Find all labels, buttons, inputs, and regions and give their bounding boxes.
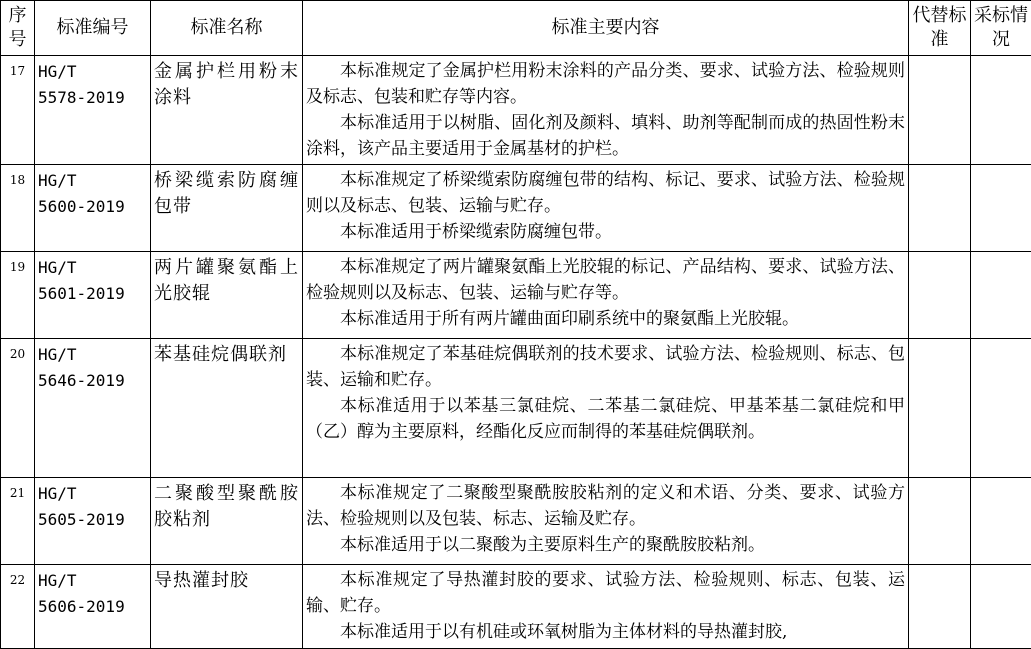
row-adopt: [971, 565, 1031, 649]
row-content: [303, 252, 909, 339]
row-seq: 19: [1, 252, 35, 339]
code-number: 5605-2019: [38, 507, 147, 533]
content-applicability: 本标准适用于以苯基三氯硅烷、二苯基二氯硅烷、甲基苯基二氯硅烷和甲（乙）醇为主要原料，经酯化反应而制得的苯基硅烷偶联剂。: [306, 393, 905, 445]
code-prefix: HG/T: [38, 255, 147, 281]
table-row: [1, 165, 1031, 252]
header-replace: 代替标准: [909, 1, 971, 56]
header-code: 标准编号: [35, 1, 151, 56]
row-seq: 18: [1, 165, 35, 252]
content-scope: 本标准规定了桥梁缆索防腐缠包带的结构、标记、要求、试验方法、检验规则以及标志、包装、运输与贮存。: [306, 167, 905, 219]
content-applicability: 本标准适用于以二聚酸为主要原料生产的聚酰胺胶粘剂。: [306, 532, 905, 558]
row-name: 金属护栏用粉末涂料: [151, 56, 303, 165]
table-row: [1, 56, 1031, 165]
row-code: [35, 339, 151, 478]
content-applicability: 本标准适用于以树脂、固化剂及颜料、填料、助剂等配制而成的热固性粉末涂料，该产品主要适用于金属基材的护栏。: [306, 110, 905, 162]
code-number: 5601-2019: [38, 281, 147, 307]
header-adopt: 采标情况: [971, 1, 1031, 56]
row-name: 苯基硅烷偶联剂: [151, 339, 303, 478]
row-name: 两片罐聚氨酯上光胶辊: [151, 252, 303, 339]
code-prefix: HG/T: [38, 59, 147, 85]
table-header-row: [1, 1, 1031, 56]
table-row: [1, 252, 1031, 339]
row-content: [303, 565, 909, 649]
row-replace: [909, 478, 971, 565]
code-prefix: HG/T: [38, 342, 147, 368]
row-code: [35, 478, 151, 565]
row-name: 二聚酸型聚酰胺胶粘剂: [151, 478, 303, 565]
row-code: [35, 165, 151, 252]
row-replace: [909, 252, 971, 339]
code-number: 5646-2019: [38, 368, 147, 394]
row-replace: [909, 565, 971, 649]
content-applicability: 本标准适用于桥梁缆索防腐缠包带。: [306, 219, 905, 245]
content-scope: 本标准规定了苯基硅烷偶联剂的技术要求、试验方法、检验规则、标志、包装、运输和贮存。: [306, 341, 905, 393]
content-scope: 本标准规定了两片罐聚氨酯上光胶辊的标记、产品结构、要求、试验方法、检验规则以及标志、包装、运输与贮存等。: [306, 254, 905, 306]
row-replace: [909, 165, 971, 252]
row-adopt: [971, 252, 1031, 339]
row-seq: 20: [1, 339, 35, 478]
code-prefix: HG/T: [38, 168, 147, 194]
row-replace: [909, 339, 971, 478]
code-number: 5600-2019: [38, 194, 147, 220]
code-prefix: HG/T: [38, 481, 147, 507]
row-content: [303, 165, 909, 252]
table-row: [1, 565, 1031, 649]
code-number: 5578-2019: [38, 85, 147, 111]
content-scope: 本标准规定了金属护栏用粉末涂料的产品分类、要求、试验方法、检验规则及标志、包装和贮存等内容。: [306, 58, 905, 110]
row-seq: 17: [1, 56, 35, 165]
code-number: 5606-2019: [38, 594, 147, 620]
row-code: [35, 565, 151, 649]
row-name: 桥梁缆索防腐缠包带: [151, 165, 303, 252]
header-seq: 序号: [1, 1, 35, 56]
content-applicability: 本标准适用于所有两片罐曲面印刷系统中的聚氨酯上光胶辊。: [306, 306, 905, 332]
table-row: [1, 339, 1031, 478]
content-scope: 本标准规定了二聚酸型聚酰胺胶粘剂的定义和术语、分类、要求、试验方法、检验规则以及包装、标志、运输及贮存。: [306, 480, 905, 532]
header-content: 标准主要内容: [303, 1, 909, 56]
row-seq: 21: [1, 478, 35, 565]
row-code: [35, 252, 151, 339]
row-code: [35, 56, 151, 165]
row-name: 导热灌封胶: [151, 565, 303, 649]
row-adopt: [971, 478, 1031, 565]
row-content: [303, 56, 909, 165]
code-prefix: HG/T: [38, 568, 147, 594]
row-content: [303, 478, 909, 565]
row-adopt: [971, 56, 1031, 165]
table-row: [1, 478, 1031, 565]
row-adopt: [971, 165, 1031, 252]
row-replace: [909, 56, 971, 165]
header-name: 标准名称: [151, 1, 303, 56]
content-scope: 本标准规定了导热灌封胶的要求、试验方法、检验规则、标志、包装、运输、贮存。: [306, 567, 905, 619]
row-adopt: [971, 339, 1031, 478]
row-content: [303, 339, 909, 478]
content-applicability: 本标准适用于以有机硅或环氧树脂为主体材料的导热灌封胶,: [306, 619, 905, 645]
row-seq: 22: [1, 565, 35, 649]
